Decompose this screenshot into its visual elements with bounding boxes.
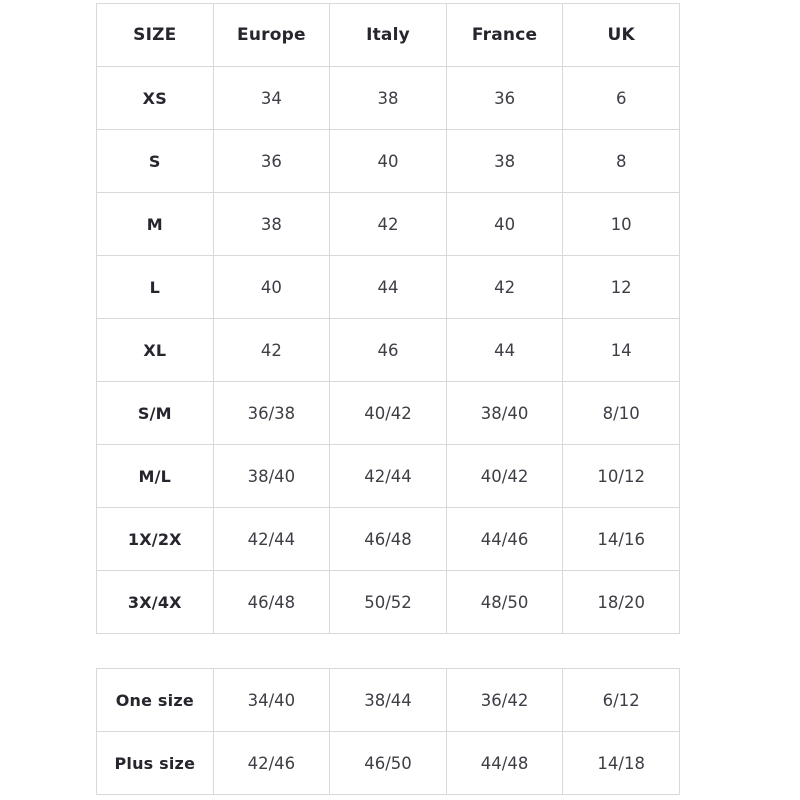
cell-europe: 42/46 [213,732,330,795]
cell-uk: 8/10 [563,382,680,445]
row-label: M/L [97,445,214,508]
table-row-m [97,193,680,256]
cell-france: 40 [446,193,563,256]
cell-uk: 12 [563,256,680,319]
cell-france: 36 [446,67,563,130]
cell-europe: 34 [213,67,330,130]
row-label: One size [97,669,214,732]
row-label: Plus size [97,732,214,795]
row-label: S/M [97,382,214,445]
table-row-m-l [97,445,680,508]
table-row-one-size [97,669,680,732]
cell-uk: 10/12 [563,445,680,508]
cell-france: 36/42 [446,669,563,732]
cell-italy: 38 [330,67,447,130]
column-header-size: SIZE [97,4,214,67]
table-row-l [97,256,680,319]
cell-europe: 36 [213,130,330,193]
column-header-europe: Europe [213,4,330,67]
cell-uk: 6 [563,67,680,130]
cell-uk: 18/20 [563,571,680,634]
cell-uk: 14/18 [563,732,680,795]
cell-uk: 14 [563,319,680,382]
cell-italy: 50/52 [330,571,447,634]
column-header-uk: UK [563,4,680,67]
cell-france: 42 [446,256,563,319]
cell-europe: 34/40 [213,669,330,732]
cell-italy: 46 [330,319,447,382]
table-row-3x-4x [97,571,680,634]
table-row-plus-size [97,732,680,795]
special-sizes-table [96,668,680,795]
cell-uk: 8 [563,130,680,193]
cell-france: 38/40 [446,382,563,445]
cell-italy: 44 [330,256,447,319]
row-label: 3X/4X [97,571,214,634]
cell-europe: 40 [213,256,330,319]
row-label: L [97,256,214,319]
column-header-france: France [446,4,563,67]
row-label: M [97,193,214,256]
table-row-xs [97,67,680,130]
cell-france: 38 [446,130,563,193]
row-label: XS [97,67,214,130]
cell-europe: 42 [213,319,330,382]
cell-uk: 10 [563,193,680,256]
table-row-s-m [97,382,680,445]
table-row-s [97,130,680,193]
size-table-body [97,67,680,634]
cell-france: 44/46 [446,508,563,571]
cell-italy: 40/42 [330,382,447,445]
row-label: S [97,130,214,193]
cell-europe: 38/40 [213,445,330,508]
cell-italy: 40 [330,130,447,193]
row-label: XL [97,319,214,382]
column-header-italy: Italy [330,4,447,67]
cell-italy: 42/44 [330,445,447,508]
cell-france: 44 [446,319,563,382]
cell-france: 48/50 [446,571,563,634]
cell-italy: 38/44 [330,669,447,732]
special-table-body [97,669,680,795]
cell-uk: 6/12 [563,669,680,732]
size-table-head [97,4,680,67]
table-header-row [97,4,680,67]
cell-uk: 14/16 [563,508,680,571]
cell-europe: 38 [213,193,330,256]
cell-europe: 46/48 [213,571,330,634]
table-row-1x-2x [97,508,680,571]
size-conversion-table [96,3,680,634]
cell-italy: 46/50 [330,732,447,795]
cell-italy: 46/48 [330,508,447,571]
row-label: 1X/2X [97,508,214,571]
cell-europe: 42/44 [213,508,330,571]
cell-europe: 36/38 [213,382,330,445]
cell-france: 44/48 [446,732,563,795]
cell-france: 40/42 [446,445,563,508]
cell-italy: 42 [330,193,447,256]
table-row-xl [97,319,680,382]
